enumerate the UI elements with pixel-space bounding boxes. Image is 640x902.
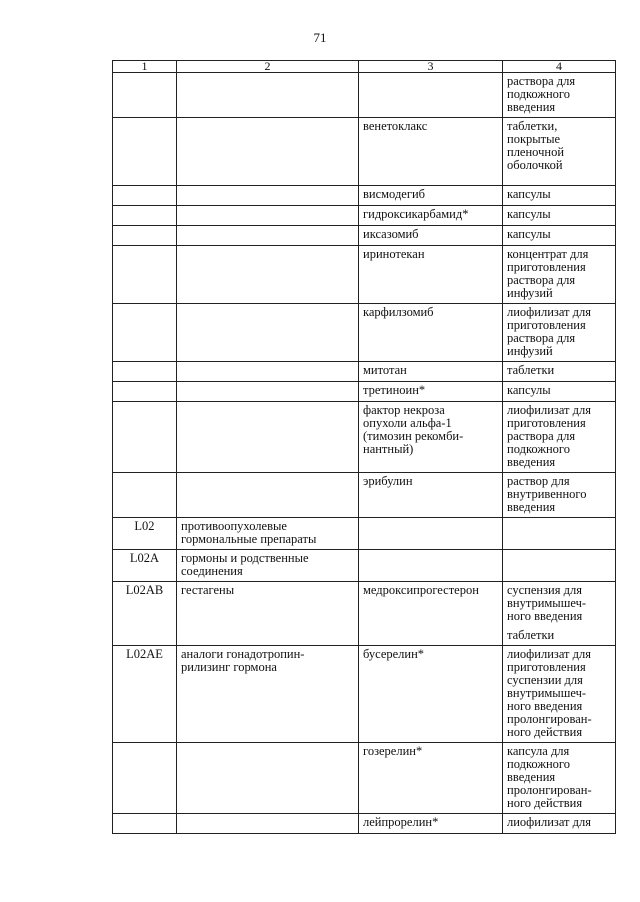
group-line: аналоги гонадотропин- [181, 647, 305, 661]
atc-code-cell [113, 186, 177, 206]
group-cell [177, 582, 359, 646]
drug-name-cell [359, 118, 503, 186]
drug-name-cell [359, 382, 503, 402]
form-line: раствора для [507, 331, 576, 345]
table-row [113, 226, 616, 246]
drug-line: иксазомиб [363, 227, 419, 241]
table-row [113, 246, 616, 304]
group-cell [177, 743, 359, 814]
group-line: гормоны и родственные [181, 551, 309, 565]
atc-code-cell [113, 246, 177, 304]
drug-line: гозерелин* [363, 744, 423, 758]
drug-name-cell [359, 304, 503, 362]
form-line: внутримышеч- [507, 596, 587, 610]
drug-name-cell [359, 226, 503, 246]
dosage-form-cell [503, 206, 616, 226]
group-cell [177, 518, 359, 550]
dosage-form-cell [503, 646, 616, 743]
dosage-form-cell [503, 743, 616, 814]
drug-line: митотан [363, 363, 407, 377]
dosage-form-cell [503, 382, 616, 402]
form-line: раствора для [507, 273, 576, 287]
group-cell [177, 473, 359, 518]
drug-name-cell [359, 402, 503, 473]
drug-line: третиноин* [363, 383, 426, 397]
form-line: суспензии для [507, 673, 583, 687]
atc-code-cell: L02 [113, 518, 177, 550]
form-line: таблетки [507, 363, 555, 377]
form-line: лиофилизат для [507, 815, 591, 829]
form-line: приготовления [507, 260, 586, 274]
column-number-row [113, 61, 616, 73]
form-line: ного действия [507, 725, 583, 739]
dosage-form-cell [503, 518, 616, 550]
atc-code-cell [113, 118, 177, 186]
group-cell [177, 118, 359, 186]
drug-name-cell [359, 814, 503, 834]
drug-name-cell [359, 246, 503, 304]
form-line: приготовления [507, 318, 586, 332]
table-row [113, 304, 616, 362]
drug-line: медроксипрогестерон [363, 583, 479, 597]
form-line: приготовления [507, 660, 586, 674]
form-line: капсулы [507, 227, 551, 241]
group-cell [177, 382, 359, 402]
atc-code-cell: L02A [113, 550, 177, 582]
drug-line: (тимозин рекомби- [363, 429, 464, 443]
atc-code-cell [113, 226, 177, 246]
atc-code-cell [113, 402, 177, 473]
atc-code-cell [113, 473, 177, 518]
form-line: введения [507, 455, 556, 469]
table-row [113, 743, 616, 814]
table-row [113, 814, 616, 834]
group-cell [177, 814, 359, 834]
column-number: 1 [113, 61, 177, 73]
column-number: 4 [503, 61, 616, 73]
dosage-form-cell [503, 550, 616, 582]
atc-code-cell [113, 206, 177, 226]
form-line: капсулы [507, 207, 551, 221]
form-line: внутривенного [507, 487, 587, 501]
form-line: капсулы [507, 383, 551, 397]
drug-line: эрибулин [363, 474, 413, 488]
form-line: инфузий [507, 344, 553, 358]
drug-name-cell [359, 582, 503, 646]
drug-line: бусерелин* [363, 647, 425, 661]
dosage-form-cell [503, 582, 616, 646]
form-line: введения [507, 770, 556, 784]
form-line: подкожного [507, 757, 570, 771]
atc-code-cell [113, 743, 177, 814]
table-row [113, 186, 616, 206]
drug-line: лейпрорелин* [363, 815, 439, 829]
group-cell [177, 550, 359, 582]
form-line: ного введения [507, 609, 583, 623]
drug-line: опухоли альфа-1 [363, 416, 452, 430]
group-cell [177, 646, 359, 743]
form-line: пленочной [507, 145, 565, 159]
form-line: капсула для [507, 744, 570, 758]
dosage-form-cell [503, 473, 616, 518]
atc-code-cell [113, 382, 177, 402]
form-line: ного действия [507, 796, 583, 810]
table-row [113, 206, 616, 226]
table-row [113, 382, 616, 402]
table-row [113, 473, 616, 518]
drug-line: гидроксикарбамид* [363, 207, 469, 221]
form-line: приготовления [507, 416, 586, 430]
drug-line: нантный) [363, 442, 414, 456]
form-line: таблетки [507, 628, 555, 642]
drug-name-cell [359, 743, 503, 814]
form-line: введения [507, 500, 556, 514]
form-line: введения [507, 100, 556, 114]
form-line: покрытые [507, 132, 561, 146]
group-cell [177, 362, 359, 382]
drug-line: венетоклакс [363, 119, 428, 133]
group-line: гестагены [181, 583, 235, 597]
dosage-form-cell [503, 118, 616, 186]
table-row [113, 118, 616, 186]
group-line: противоопухолевые [181, 519, 287, 533]
atc-code-cell [113, 814, 177, 834]
form-line: пролонгирован- [507, 783, 592, 797]
form-line: ного введения [507, 699, 583, 713]
atc-code-cell: L02AB [113, 582, 177, 646]
group-cell [177, 186, 359, 206]
form-line: подкожного [507, 87, 570, 101]
table-row [113, 362, 616, 382]
column-number: 2 [177, 61, 359, 73]
form-line: пролонгирован- [507, 712, 592, 726]
group-cell [177, 73, 359, 118]
atc-code-cell [113, 304, 177, 362]
form-line: внутримышеч- [507, 686, 587, 700]
dosage-form-cell [503, 73, 616, 118]
dosage-form-cell [503, 402, 616, 473]
group-line: гормональные препараты [181, 532, 317, 546]
table-row [113, 582, 616, 646]
form-line: раствора для [507, 429, 576, 443]
drug-line: карфилзомиб [363, 305, 434, 319]
form-line: раствор для [507, 474, 570, 488]
table-row [113, 73, 616, 118]
drug-line: иринотекан [363, 247, 425, 261]
column-number: 3 [359, 61, 503, 73]
dosage-form-cell [503, 246, 616, 304]
drug-name-cell [359, 186, 503, 206]
group-line: рилизинг гормона [181, 660, 277, 674]
table-row [113, 550, 616, 582]
form-line: подкожного [507, 442, 570, 456]
form-line: раствора для [507, 74, 576, 88]
drug-name-cell [359, 518, 503, 550]
dosage-form-cell [503, 186, 616, 206]
form-line: оболочкой [507, 158, 563, 172]
form-line: концентрат для [507, 247, 589, 261]
atc-code-cell [113, 362, 177, 382]
group-cell [177, 246, 359, 304]
dosage-form-cell [503, 226, 616, 246]
group-cell [177, 304, 359, 362]
drug-name-cell [359, 646, 503, 743]
dosage-form-cell [503, 362, 616, 382]
group-line: соединения [181, 564, 243, 578]
drug-name-cell [359, 362, 503, 382]
drug-name-cell [359, 550, 503, 582]
drug-name-cell [359, 73, 503, 118]
form-line: суспензия для [507, 583, 582, 597]
drug-table [112, 60, 615, 834]
dosage-form-cell [503, 814, 616, 834]
atc-code-cell [113, 73, 177, 118]
table-row [113, 402, 616, 473]
drug-line: висмодегиб [363, 187, 426, 201]
form-line: лиофилизат для [507, 305, 591, 319]
group-cell [177, 226, 359, 246]
group-cell [177, 206, 359, 226]
form-line: лиофилизат для [507, 647, 591, 661]
dosage-form-cell [503, 304, 616, 362]
drug-name-cell [359, 206, 503, 226]
group-cell [177, 402, 359, 473]
drug-name-cell [359, 473, 503, 518]
table-row [113, 518, 616, 550]
form-line: таблетки, [507, 119, 558, 133]
page-number: 71 [313, 30, 327, 45]
table-row [113, 646, 616, 743]
atc-code-cell: L02AE [113, 646, 177, 743]
form-line: капсулы [507, 187, 551, 201]
form-line: инфузий [507, 286, 553, 300]
form-line: лиофилизат для [507, 403, 591, 417]
drug-line: фактор некроза [363, 403, 445, 417]
